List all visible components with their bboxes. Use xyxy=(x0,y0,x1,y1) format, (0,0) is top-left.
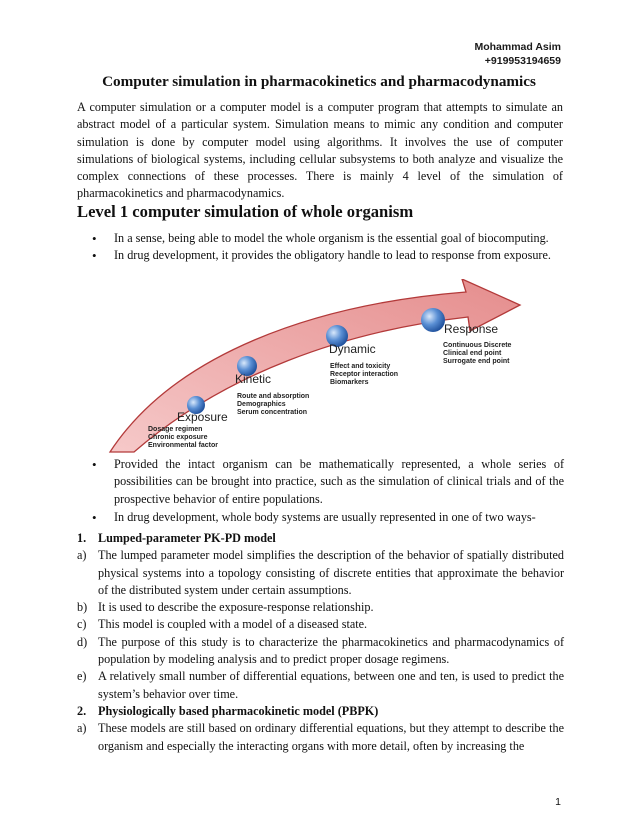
stage-item: Biomarkers xyxy=(330,379,369,386)
bullet-list-bottom xyxy=(92,456,564,526)
stage-name: Exposure xyxy=(177,410,228,424)
page-title: Computer simulation in pharmacokinetics and pharmacodynamics xyxy=(102,73,536,90)
stage-name: Kinetic xyxy=(235,372,272,386)
item-mark: e) xyxy=(77,669,87,684)
item-text: This model is coupled with a model of a diseased state. xyxy=(98,617,368,632)
stage-item: Serum concentration xyxy=(237,409,308,416)
item-text: It is used to describe the exposure-response relationship. xyxy=(98,600,374,615)
stage-name: Response xyxy=(444,322,499,336)
stage-item: Environmental factor xyxy=(148,442,219,449)
header-phone: +919953194659 xyxy=(484,55,561,67)
list-item xyxy=(77,616,564,633)
page-number: 1 xyxy=(555,796,561,808)
bullet-item: • In a sense, being able to model the whole organism is the essential goal of biocomputing. xyxy=(92,230,564,247)
stage-item: Receptor interaction xyxy=(330,371,399,378)
section-heading xyxy=(77,703,564,720)
intro-paragraph: A computer simulation or a computer model is a computer program that attempts to simulate an abstract model of a particular system. Simulation means to mimic any condition and computer simulation is done by computer model using algorithms. It involves the use of computer simulations of biological systems, including cellular subsystems to both analyze and visualize the complex connections of these processes. There is mainly 4 level of the simulation of pharmacokinetics and pharmacodynamics. xyxy=(77,100,563,201)
section-title: Lumped-parameter PK-PD model xyxy=(98,531,276,545)
section-heading xyxy=(77,530,564,547)
section-title: Physiologically based pharmacokinetic model (PBPK) xyxy=(98,703,379,718)
list-item xyxy=(77,720,564,755)
item-mark: a) xyxy=(77,548,87,563)
stage-item: Route and absorption xyxy=(237,393,310,400)
list-item xyxy=(77,599,564,616)
stage-item: Demographics xyxy=(237,401,286,408)
item-text: The lumped parameter model simplifies the description of the behavior of spatially distributed physical systems into a topology consisting of discrete entities that approximate the behavior of the distributed system under certain assumptions. xyxy=(98,548,564,597)
stage-item: Effect and toxicity xyxy=(330,363,391,370)
bullet-item: • In drug development, it provides the obligatory handle to lead to response from exposure. xyxy=(92,247,564,264)
item-mark: d) xyxy=(77,634,88,649)
item-text: The purpose of this study is to characterize the pharmacokinetics and pharmacodynamics of population by modeling analysis and to predict proper dosage regimens. xyxy=(98,634,564,667)
bullet-item: • In drug development, whole body systems are usually represented in one of two ways- xyxy=(92,509,564,526)
item-text: These models are still based on ordinary differential equations, but they attempt to describe the organism and especially the interacting organs with more detail, often by increasing the xyxy=(98,721,564,753)
stage-item: Continuous Discrete xyxy=(443,342,512,349)
stage-name: Dynamic xyxy=(329,342,376,356)
item-mark: b) xyxy=(77,600,88,615)
section-number: 1. xyxy=(77,531,87,545)
organism-simulation-figure xyxy=(104,279,559,454)
stage-item: Dosage regimen xyxy=(148,426,203,433)
stage-item: Chronic exposure xyxy=(148,434,208,441)
bullet-list-top xyxy=(92,230,564,265)
item-mark: c) xyxy=(77,617,87,632)
item-mark: a) xyxy=(77,721,87,736)
bullet-item: • Provided the intact organism can be mathematically represented, a whole series of possibilities can be brought into practice, such as the simulation of clinical trials and of the prospective behavior of entire populations. xyxy=(92,456,564,508)
stage-item: Clinical end point xyxy=(443,350,502,357)
level1-heading: Level 1 computer simulation of whole organism xyxy=(77,202,414,221)
stage-item: Surrogate end point xyxy=(443,358,510,365)
response-ball-icon xyxy=(421,308,445,332)
numbered-sections xyxy=(77,530,564,755)
list-item xyxy=(77,668,564,703)
header-author: Mohammad Asim xyxy=(474,41,561,53)
section-number: 2. xyxy=(77,703,87,718)
list-item xyxy=(77,634,564,669)
list-item xyxy=(77,547,564,599)
item-text: A relatively small number of differential equations, between one and ten, is used to predict the system’s behavior over time. xyxy=(98,669,564,701)
